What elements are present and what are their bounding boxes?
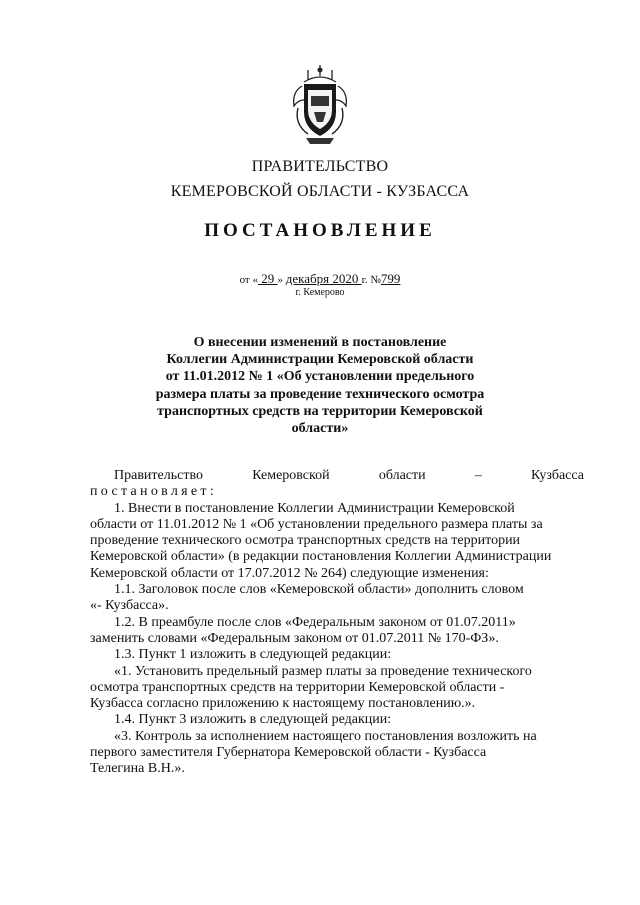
date-prefix: от « — [239, 274, 258, 286]
paragraph-1-3: 1.3. Пункт 1 изложить в следующей редакции: — [114, 647, 392, 663]
paragraph-1-line: Кемеровской области» (в редакции постановления Коллегии Администрации — [90, 549, 552, 565]
paragraph-1-1-line: 1.1. Заголовок после слов «Кемеровской области» дополнить словом — [114, 582, 524, 598]
paragraph-1-3-quote-line: осмотра транспортных средств на территории Кемеровской области - — [90, 679, 505, 695]
date-month-year: декабря 2020 — [285, 271, 362, 286]
paragraph-1-line: проведение технического осмотра транспортных средств на территории — [90, 533, 521, 549]
paragraph-1-3-quote-line: Кузбасса согласно приложению к настоящему постановлению.». — [90, 696, 476, 712]
paragraph-1-4-quote-line: Телегина В.Н.». — [90, 761, 185, 777]
title-line: области» — [291, 421, 349, 437]
date-number-line — [0, 271, 640, 287]
decrees-word: постановляет: — [90, 484, 218, 500]
title-line: от 11.01.2012 № 1 «Об установлении предельного — [165, 369, 475, 385]
number-label: г. № — [361, 274, 381, 286]
paragraph-1-4-quote-line: «3. Контроль за исполнением настоящего постановления возложить на — [114, 728, 537, 744]
preamble-line — [90, 468, 584, 484]
title-line: О внесении изменений в постановление — [193, 335, 447, 350]
paragraph-1-line: 1. Внести в постановление Коллегии Администрации Кемеровской — [114, 500, 515, 516]
government-name-line1: ПРАВИТЕЛЬСТВО — [251, 158, 389, 175]
paragraph-1-line: Кемеровской области от 17.07.2012 № 264) следующие изменения: — [90, 565, 489, 581]
title-line: размера платы за проведение технического осмотра — [155, 386, 485, 402]
preamble-word: области — [378, 468, 426, 483]
paragraph-1-1-line: «- Кузбасса». — [90, 598, 169, 614]
document-type-heading: ПОСТАНОВЛЕНИЕ — [204, 220, 436, 241]
paragraph-1-4-quote-line: первого заместителя Губернатора Кемеровской области - Кузбасса — [90, 745, 487, 761]
document-title — [140, 334, 500, 437]
paragraph-1-4: 1.4. Пункт 3 изложить в следующей редакции: — [114, 712, 392, 728]
paragraph-1-2-line: заменить словами «Федеральным законом от 01.07.2011 № 170-ФЗ». — [90, 630, 499, 646]
document-number: 799 — [380, 271, 401, 286]
coat-of-arms-emblem — [290, 62, 350, 147]
preamble-word: – — [474, 468, 482, 483]
date-mid: » — [277, 274, 286, 286]
title-line: Коллегии Администрации Кемеровской области — [166, 352, 474, 368]
preamble-word: Кемеровской — [252, 468, 330, 483]
title-line: транспортных средств на территории Кемеровской — [157, 403, 483, 419]
city-label: г. Кемерово — [295, 287, 345, 298]
document-body — [90, 468, 584, 778]
preamble-word: Кузбасса — [531, 468, 584, 483]
paragraph-1-2-line: 1.2. В преамбуле после слов «Федеральным законом от 01.07.2011» — [114, 614, 516, 630]
paragraph-1-line: области от 11.01.2012 № 1 «Об установлении предельного размера платы за — [90, 516, 543, 532]
preamble-word: Правительство — [114, 468, 203, 483]
government-name-line2: КЕМЕРОВСКОЙ ОБЛАСТИ - КУЗБАССА — [170, 183, 470, 200]
paragraph-1-3-quote-line: «1. Установить предельный размер платы за проведение технического — [114, 663, 532, 679]
date-day: 29 — [258, 271, 278, 286]
